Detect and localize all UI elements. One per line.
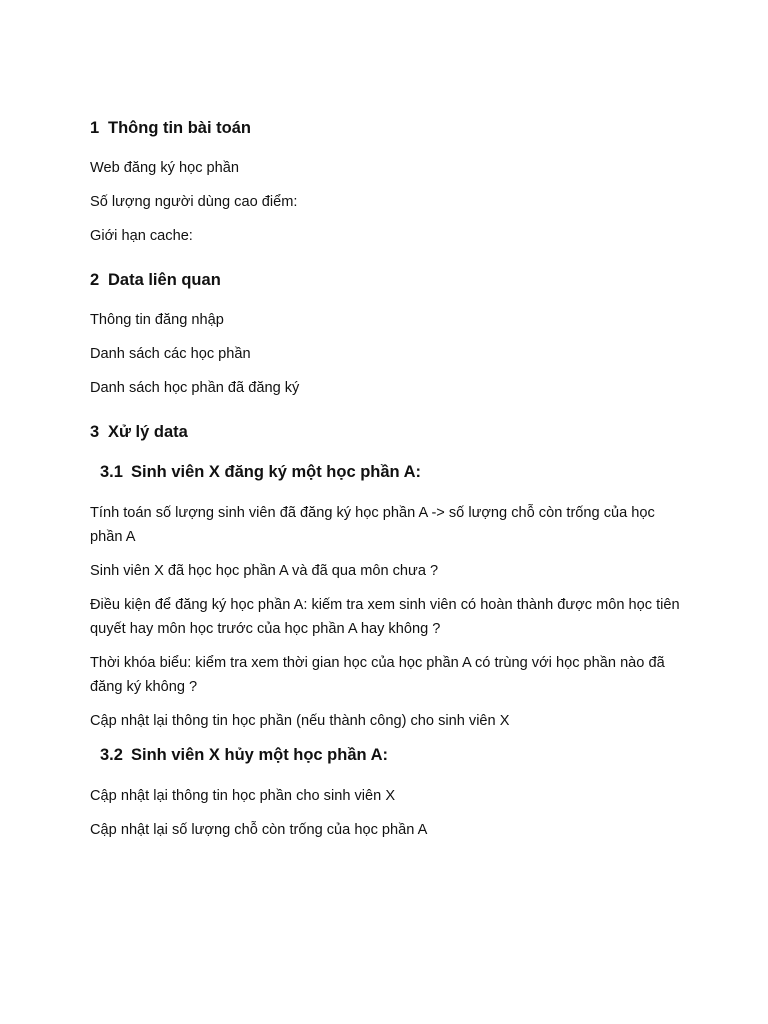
section-number: 1 bbox=[90, 119, 100, 137]
paragraph: Tính toán số lượng sinh viên đã đăng ký học phần A -> số lượng chỗ còn trống của học phần A bbox=[90, 505, 655, 545]
paragraph: Giới hạn cache: bbox=[90, 228, 193, 244]
paragraph: Cập nhật lại thông tin học phần (nếu thành công) cho sinh viên X bbox=[90, 713, 510, 729]
subsection-heading bbox=[100, 460, 680, 484]
paragraph: Thông tin đăng nhập bbox=[90, 312, 224, 328]
paragraph: Danh sách học phần đã đăng ký bbox=[90, 380, 300, 396]
section-title: Data liên quan bbox=[108, 271, 221, 289]
subsection-number: 3.2 bbox=[100, 746, 123, 764]
section-title: Xử lý data bbox=[108, 423, 188, 441]
subsection-heading bbox=[100, 743, 680, 767]
paragraph: Cập nhật lại số lượng chỗ còn trống của học phần A bbox=[90, 822, 428, 838]
paragraph: Danh sách các học phần bbox=[90, 346, 251, 362]
paragraph: Web đăng ký học phần bbox=[90, 160, 240, 176]
paragraph: Thời khóa biểu: kiểm tra xem thời gian học của học phần A có trùng với học phần nào đã đăng ký không ? bbox=[90, 655, 665, 695]
section-heading bbox=[90, 420, 680, 444]
paragraph: Cập nhật lại thông tin học phần cho sinh viên X bbox=[90, 788, 396, 804]
subsection-title: Sinh viên X đăng ký một học phần A: bbox=[131, 463, 421, 481]
paragraph: Số lượng người dùng cao điểm: bbox=[90, 194, 298, 210]
subsection-title: Sinh viên X hủy một học phần A: bbox=[131, 746, 388, 764]
section-heading bbox=[90, 268, 680, 292]
paragraph: Sinh viên X đã học học phần A và đã qua môn chưa ? bbox=[90, 563, 439, 579]
section-heading bbox=[90, 116, 680, 140]
section-title: Thông tin bài toán bbox=[108, 119, 251, 137]
subsection-number: 3.1 bbox=[100, 463, 123, 481]
section-number: 2 bbox=[90, 271, 100, 289]
section-number: 3 bbox=[90, 423, 100, 441]
paragraph: Điều kiện để đăng ký học phần A: kiếm tra xem sinh viên có hoàn thành được môn học tiên quyết hay môn học trước của học phần A hay không ? bbox=[90, 597, 680, 637]
